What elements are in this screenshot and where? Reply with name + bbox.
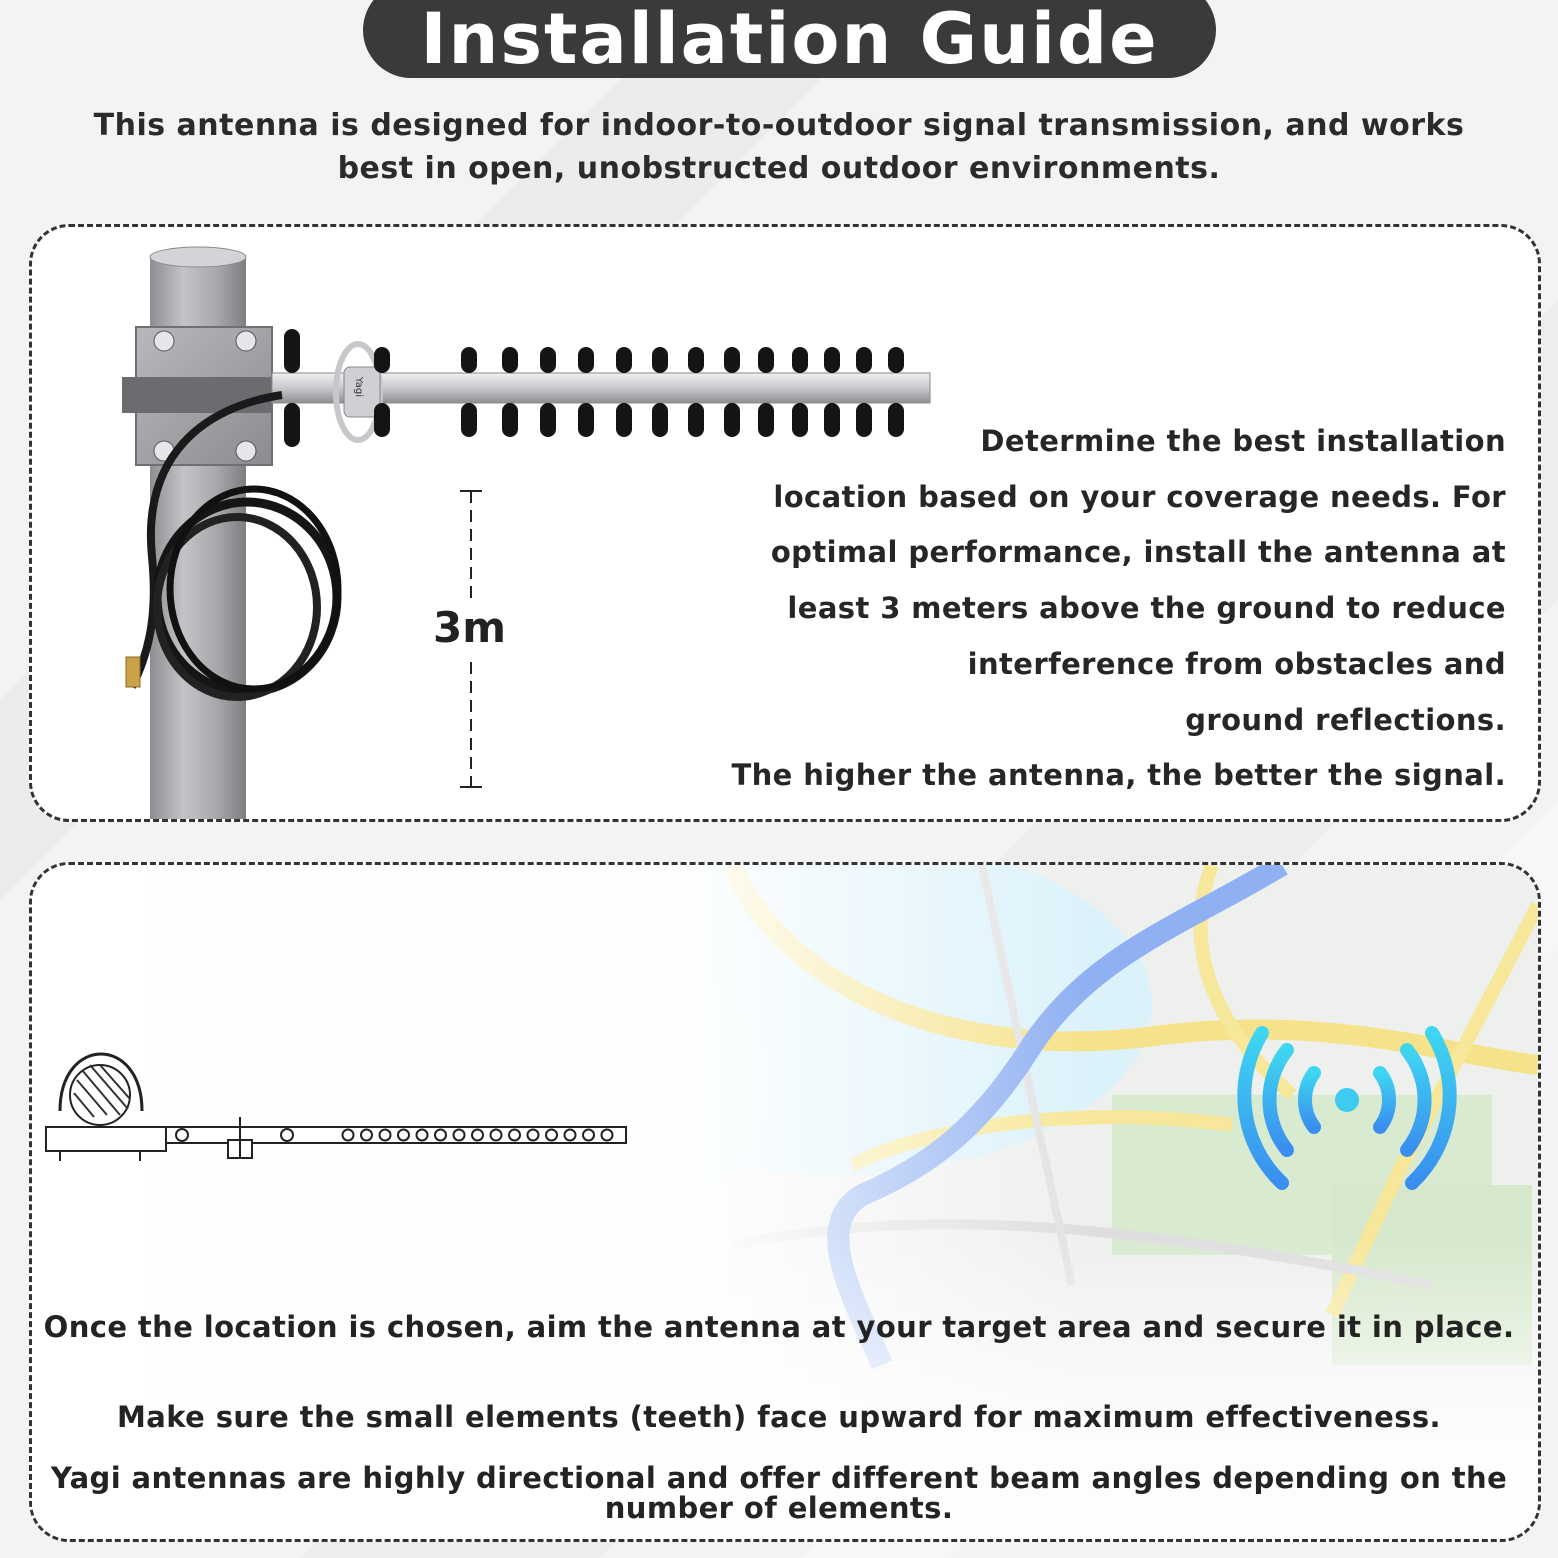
element-hole [435,1130,446,1141]
element-hole [343,1130,354,1141]
intro-line-1: This antenna is designed for indoor-to-outdoor signal transmission, and works [93,108,1465,143]
instruction-line-5: interference from obstacles and [967,646,1506,681]
antenna-element-top [724,347,740,373]
antenna-element-top [824,347,840,373]
element-hole [583,1130,594,1141]
element-hole [509,1130,520,1141]
antenna-element-bottom [540,403,556,437]
installation-instructions [646,414,1506,804]
page-title: Installation Guide [420,0,1159,80]
antenna-element-top [888,347,904,373]
antenna-element-top [792,347,808,373]
antenna-element-top [540,347,556,373]
antenna-element-bottom [616,403,632,437]
instruction-line-7: The higher the antenna, the better the signal. [731,758,1506,793]
intro-text [40,104,1518,190]
element-hole [380,1130,391,1141]
height-label: 3m [433,603,506,652]
directional-note: Yagi antennas are highly directional and offer different beam angles depending on the number of elements. [50,1461,1508,1525]
antenna-element-top [616,347,632,373]
intro-line-2: best in open, unobstructed outdoor environments. [337,151,1221,186]
antenna-element-bottom [578,403,594,437]
aim-instruction: Once the location is chosen, aim the antenna at your target area and secure it in place. [43,1310,1515,1344]
orientation-instruction: Make sure the small elements (teeth) face upward for maximum effectiveness. [117,1400,1441,1434]
instruction-line-6: ground reflections. [1185,702,1506,737]
instruction-line-1: Determine the best installation [980,424,1506,458]
aiming-panel [29,862,1541,1542]
element-hole [528,1130,539,1141]
instruction-line-2: location based on your coverage needs. For [773,479,1506,514]
antenna-element-bottom [284,403,300,447]
element-hole [454,1130,465,1141]
element-hole [398,1130,409,1141]
antenna-element-bottom [502,403,518,437]
antenna-element-top [374,347,390,373]
instruction-line-3: optimal performance, install the antenna at [770,535,1506,570]
antenna-element-top [688,347,704,373]
element-hole [565,1130,576,1141]
antenna-element-top [461,347,477,373]
antenna-element-bottom [461,403,477,437]
instruction-line-4: least 3 meters above the ground to reduce [787,591,1506,626]
antenna-element-top [856,347,872,373]
antenna-element-top [502,347,518,373]
antenna-element-top [652,347,668,373]
antenna-model-label: Yagi [353,377,364,397]
antenna-element-top [284,329,300,373]
element-hole [417,1130,428,1141]
antenna-element-bottom [374,403,390,437]
element-hole [602,1130,613,1141]
element-hole [546,1130,557,1141]
title-banner [363,0,1216,78]
element-hole [361,1130,372,1141]
antenna-element-top [578,347,594,373]
element-hole [472,1130,483,1141]
map-background [32,865,1538,1539]
element-hole [491,1130,502,1141]
antenna-element-top [758,347,774,373]
